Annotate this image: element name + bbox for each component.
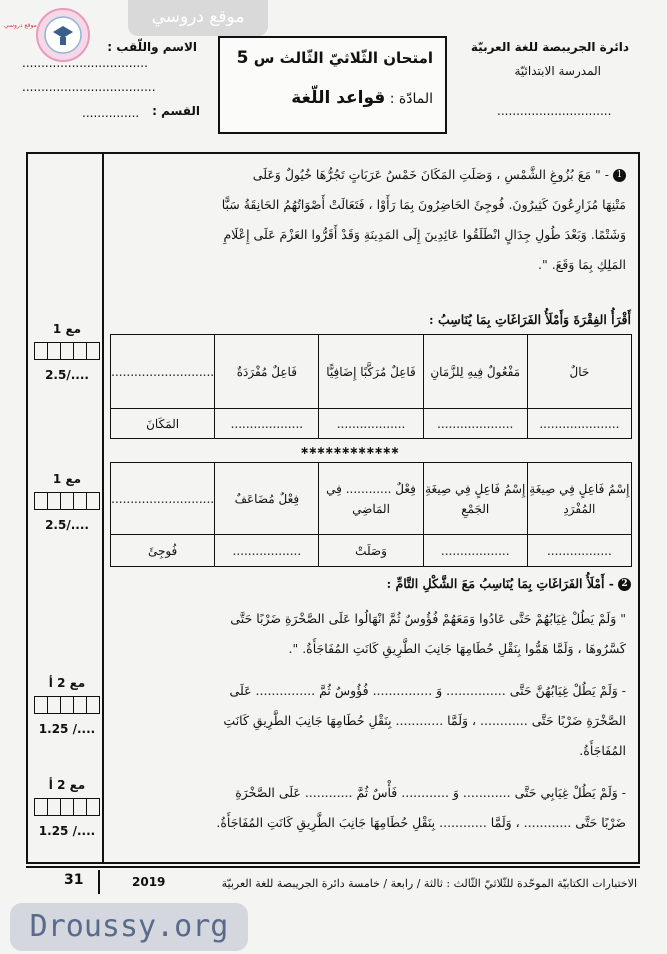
t1-header-compound-subject: فَاعِلٌ مُرَكَّبًا إِضَافِيًّا [319,335,423,409]
directorate-name: دائرة الجريبصة للغة العربيّة [470,40,629,54]
score-2-boxes[interactable] [34,492,100,510]
subject-label: المادّة : [389,91,433,107]
score-block-1 [34,322,100,382]
q2-instruction: - أَمْلَأُ الفَرَاغَاتِ بِمَا يُنَاسِبُ مَعَ الشَّكْلِ التَّامِّ : [386,576,614,591]
score-block-4 [34,778,100,838]
score-1-boxes[interactable] [34,342,100,360]
t2-header-plural-participle: إِسْمُ فَاعِلٍ فِي صِيغَةِ الجَمْعِ [423,463,527,535]
score-4-value: 1.25 /.... [38,824,96,838]
q2-passage-line-2: كَسَّرُوهَا ، وَلَمَّا هَمُّوا بِنَقْلِ حُطَامِهَا جَانِبَ الطَّرِيقِ كَانَتِ المُفَاجَأَةُ. ". [288,641,626,656]
school-dots: .............................. [497,104,612,118]
q2-exercise-a-line-1[interactable]: - وَلَمْ يَطُلْ غِيَابُهُنَّ حَتَّى ............... وَ ............... فُؤُوسٌ ثُمَّ ............... عَلَى [229,683,626,698]
q2-exercise-a [108,676,626,766]
score-1-criterion: مع 1 [52,322,82,336]
score-4-criterion: مع 2 أ [48,778,86,792]
q2-number-badge: 2 [618,578,631,591]
q2-exercise-a-line-3: المُفَاجَأَةُ. [579,743,626,758]
score-column-divider [102,152,104,864]
q1-table-1 [110,334,632,439]
q2-exercise-b-line-1[interactable]: - وَلَمْ يَطُلْ غِيَابِي حَتَّى ............ وَ ............ فَأْسٌ ثُمَّ ............ عَلَى الصَّخْرَةِ [235,785,626,800]
exam-title-text: امتحان الثّلاثيّ الثّالث س [253,49,433,67]
t2-given-word-wasalat: وَصَلَتْ [319,535,423,567]
q1-instruction: أَقْرَأُ الفِقْرَةَ وَأَمْلَأُ الفَرَاغَاتِ بِمَا يُنَاسِبُ : [429,312,631,327]
q1-passage-line-2: مَتْنِهَا مُزَارِعُونَ كَثِيرُونَ. فُوجِئَ الحَاضِرُونَ بِمَا رَأَوْا ، فَتَعَالَتْ أَصْوَاتُهُمُ الحَانِقَةُ سَبًّا [221,197,626,212]
q1-number-badge: 1 [613,169,626,182]
footer-year: 2019 [132,875,166,889]
t2-header-singular-participle: إِسْمُ فَاعِلٍ فِي صِيغَةِ المُفْرَدِ [527,463,631,535]
class-dots[interactable]: ............... [82,106,140,120]
name-label: الاسم واللّقب : [107,40,197,54]
score-4-boxes[interactable] [34,798,100,816]
t2-answer-2[interactable]: .................. [423,535,527,567]
exam-title [237,48,433,68]
subject-name: قواعد اللّغة [291,88,386,108]
q1-table-2 [110,462,632,567]
t1-answer-4[interactable]: ................... [215,409,319,439]
school-name: المدرسة الابتدائيّة [514,64,601,78]
t1-header-blank[interactable]: ........................... [111,335,215,409]
subject-line [291,88,433,108]
q2-instruction-line [387,576,631,591]
separator-stars: ∗∗∗∗∗∗∗∗∗∗∗∗ [300,444,399,457]
score-3-value: 1.25 /.... [38,722,96,736]
q1-table-2-header-row [111,463,632,535]
footer-text: الاختبارات الكتابيّة الموحّدة للثّلاثيّ الثّالث : ثالثة / رابعة / خامسة دائرة الجريبصة للغة العربيّة [221,877,637,890]
t1-header-single-subject: فَاعِلٌ مُفْرَدَةٌ [215,335,319,409]
top-watermark: موقع دروسي [128,0,268,36]
q2-exercise-b-line-2[interactable]: ضَرْبًا حَتَّى ............ ، وَلَمَّا ............ بِنَقْلِ حُطَامِهَا جَانِبَ الطَّرِيقِ كَانَتِ المُفَاجَأَةُ. [216,815,626,830]
score-block-2 [34,472,100,532]
exam-title-box [218,36,447,134]
score-3-criterion: مع 2 أ [48,676,86,690]
t1-header-time-adverb: مَفْعُولٌ فِيهِ لِلزَّمَانِ [423,335,527,409]
q2-exercise-b [108,778,626,838]
score-1-value: 2.5/.... [45,368,89,382]
q1-passage-line-4: المَلِكِ بِمَا وَقَعَ. ". [538,257,626,272]
bottom-watermark: Droussy.org [10,903,248,951]
t2-header-past-verb: فِعْلٌ ............ فِي المَاضِي [319,463,423,535]
q1-table-1-answer-row [111,409,632,439]
q1-passage [108,160,626,280]
q1-passage-line-1 [108,160,626,190]
class-label: القسم : [152,104,200,118]
q1-table-1-header-row [111,335,632,409]
t2-header-blank[interactable]: ........................... [111,463,215,535]
score-2-value: 2.5/.... [45,518,89,532]
t2-header-doubled-verb: فِعْلٌ مُضَاعَفٌ [215,463,319,535]
q2-exercise-a-line-2[interactable]: الصَّخْرَةِ ضَرْبًا حَتَّى ............ ، وَلَمَّا ............ بِنَقْلِ حُطَامِهَا جَانِبَ الطَّرِيقِ كَانَتِ [223,713,626,728]
score-2-criterion: مع 1 [52,472,82,486]
t1-answer-1[interactable]: ..................... [527,409,631,439]
q2-passage [108,604,626,664]
footer-separator [98,870,100,894]
t1-answer-2[interactable]: .................... [423,409,527,439]
t1-answer-3[interactable]: .................. [319,409,423,439]
t1-header-hal: حَالٌ [527,335,631,409]
logo-caption: موقع دروسي [4,22,37,29]
t2-given-word-fujia: فُوجِئَ [111,535,215,567]
name-dots-second[interactable]: ................................... [22,80,156,94]
q1-table-2-answer-row [111,535,632,567]
name-dots[interactable]: ................................. [22,56,148,70]
exam-grade: 5 [236,48,249,68]
page-number: 31 [64,872,84,888]
t1-given-word: المَكَانَ [111,409,215,439]
footer-rule [26,866,640,868]
q2-passage-line-1: " وَلَمْ يَطُلْ غِيَابُهُمْ حَتَّى عَادُوا وَمَعَهُمْ فُؤُوسٌ ثُمَّ انْهَالُوا عَلَى الصَّخْرَةِ ضَرْبًا حَتَّى [230,611,626,626]
score-3-boxes[interactable] [34,696,100,714]
q1-passage-line-3: وَشَتْمًا. وَبَعْدَ طُولِ جِدَالٍ انْطَلَقُوا عَائِدِينَ إِلَى المَدِينَةِ وَقَدْ أَقَرُّوا العَزْمَ عَلَى إِعْلَامِ [223,227,626,242]
score-block-3 [34,676,100,736]
t2-answer-1[interactable]: ................. [527,535,631,567]
t2-answer-4[interactable]: .................. [215,535,319,567]
q1-line-1-text: - " مَعَ بُزُوغِ الشَّمْسِ ، وَصَلَتِ المَكَانَ خَمْسُ عَرَبَاتٍ تَجُرُّهَا خُيُولٌ وَعَلَى [252,167,609,182]
